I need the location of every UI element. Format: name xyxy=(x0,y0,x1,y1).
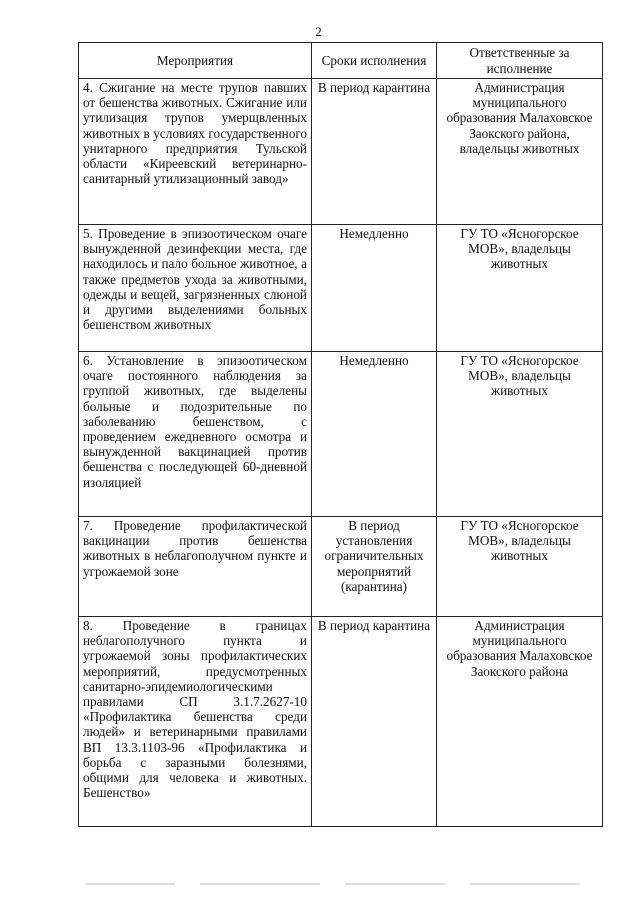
term-cell: В период карантина xyxy=(312,617,437,827)
table-row xyxy=(79,517,603,617)
header-event: Мероприятия xyxy=(79,43,312,79)
measures-table xyxy=(78,42,603,827)
table-header xyxy=(79,43,603,79)
event-cell: 6. Установление в эпизоотическом очаге постоянного наблюдения за группой животных, где выделены больные и подозрительные по заболеванию бешенством, с проведением ежедневного осмотра и вынужденной вакцинацией против бешенства с последующей 60-дневной изоляцией xyxy=(79,352,312,517)
responsible-cell: Администрация муниципального образования Малаховское Заокского района, владельцы животных xyxy=(437,79,603,225)
term-cell: В период установления ограничительных мероприятий (карантина) xyxy=(312,517,437,617)
table-row xyxy=(79,352,603,517)
responsible-cell: Администрация муниципального образования Малаховское Заокского района xyxy=(437,617,603,827)
responsible-cell: ГУ ТО «Ясногорское МОВ», владельцы животных xyxy=(437,352,603,517)
term-cell: Немедленно xyxy=(312,225,437,352)
scan-artifact-line xyxy=(85,883,175,885)
page-number: 2 xyxy=(315,24,322,39)
header-term: Сроки исполнения xyxy=(312,43,437,79)
table-row xyxy=(79,79,603,225)
responsible-cell: ГУ ТО «Ясногорское МОВ», владельцы животных xyxy=(437,225,603,352)
table-row xyxy=(79,225,603,352)
header-row xyxy=(79,43,603,79)
term-cell: В период карантина xyxy=(312,79,437,225)
scan-artifact-line xyxy=(200,883,320,885)
scan-artifact-line xyxy=(470,883,580,885)
table-row xyxy=(79,617,603,827)
responsible-cell: ГУ ТО «Ясногорское МОВ», владельцы животных xyxy=(437,517,603,617)
event-cell: 4. Сжигание на месте трупов павших от бешенства животных. Сжигание или утилизация трупов умерщвленных животных в условиях государственного унитарного предприятия Тульской области «Киреевский ветеринарно-санитарный утилизационный завод» xyxy=(79,79,312,225)
event-cell: 8. Проведение в границах неблагополучного пункта и угрожаемой зоны профилактических мероприятий, предусмотренных санитарно-эпидемиологическими правилами СП 3.1.7.2627-10 «Профилактика бешенства среди людей» и ветеринарными правилами ВП 13.3.1103-96 «Профилактика и борьба с заразными болезнями, общими для человека и животных. Бешенство» xyxy=(79,617,312,827)
event-cell: 5. Проведение в эпизоотическом очаге вынужденной дезинфекции места, где находилось и пало больное животное, а также предметов ухода за животными, одежды и вещей, загрязненных слюной и другими выделениями больных бешенством животных xyxy=(79,225,312,352)
header-responsible: Ответственные за исполнение xyxy=(437,43,603,79)
scan-artifact-line xyxy=(345,883,445,885)
table-body xyxy=(79,79,603,827)
event-cell: 7. Проведение профилактической вакцинации против бешенства животных в неблагополучном пункте и угрожаемой зоне xyxy=(79,517,312,617)
term-cell: Немедленно xyxy=(312,352,437,517)
